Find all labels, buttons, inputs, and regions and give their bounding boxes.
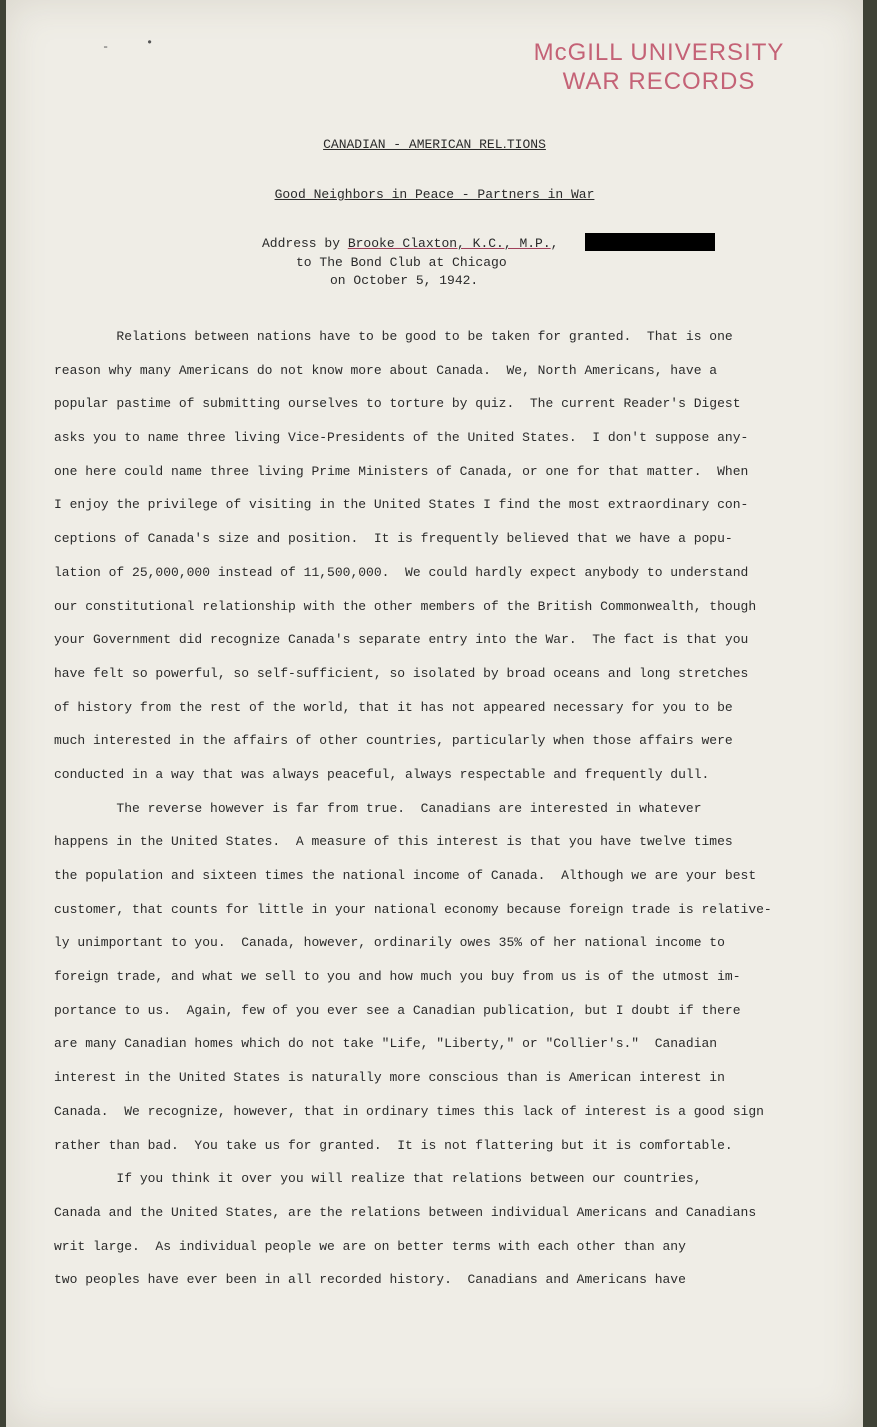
body-text xyxy=(54,320,814,1297)
text-line: foreign trade, and what we sell to you and how much you buy from us is of the utmost im- xyxy=(54,969,741,985)
stamp-line-2: WAR RECORDS xyxy=(562,68,756,95)
text-line: have felt so powerful, so self-sufficient, so isolated by broad oceans and long stretches xyxy=(54,665,749,681)
text-line: asks you to name three living Vice-Presidents of the United States. I don't suppose any- xyxy=(54,430,749,446)
text-line: conducted in a way that was always peaceful, always respectable and frequently dull. xyxy=(54,766,710,782)
stamp-line-1: McGILL UNIVERSITY xyxy=(533,39,785,66)
text-line: The reverse however is far from true. Canadians are interested in whatever xyxy=(54,800,702,816)
text-line: of history from the rest of the world, that it has not appeared necessary for you to be xyxy=(54,699,733,715)
address-suffix: , xyxy=(550,236,559,251)
text-line: are many Canadian homes which do not take "Life, "Liberty," or "Collier's." Canadian xyxy=(54,1036,718,1052)
text-line: writ large. As individual people we are on better terms with each other than any xyxy=(54,1238,686,1254)
text-line: interest in the United States is naturally more conscious than is American interest in xyxy=(54,1070,725,1086)
text-line: Relations between nations have to be good to be taken for granted. That is one xyxy=(54,329,733,344)
text-line: ly unimportant to you. Canada, however, ordinarily owes 35% of her national income to xyxy=(54,935,725,951)
text-line: two peoples have ever been in all recorded history. Canadians and Americans have xyxy=(54,1272,686,1288)
text-line: much interested in the affairs of other countries, particularly when those affairs were xyxy=(54,733,733,749)
text-line: I enjoy the privilege of visiting in the United States I find the most extraordinary con- xyxy=(54,497,749,513)
ink-mark: - xyxy=(102,40,110,54)
archive-stamp xyxy=(524,38,794,96)
document-subtitle: Good Neighbors in Peace - Partners in War xyxy=(274,187,595,202)
address-line-2: to The Bond Club at Chicago xyxy=(296,255,507,270)
text-line: portance to us. Again, few of you ever see a Canadian publication, but I doubt if there xyxy=(54,1002,741,1018)
address-line-1 xyxy=(262,234,558,253)
text-line: your Government did recognize Canada's separate entry into the War. The fact is that you xyxy=(54,632,749,648)
speaker-name: Brooke Claxton, K.C., M.P. xyxy=(347,236,551,251)
text-line: the population and sixteen times the national income of Canada. Although we are your best xyxy=(54,868,757,883)
text-line: one here could name three living Prime Ministers of Canada, or one for that matter. When xyxy=(54,463,749,479)
text-line: If you think it over you will realize that relations between our countries, xyxy=(54,1171,702,1187)
address-line-3: on October 5, 1942. xyxy=(330,273,479,288)
document-page xyxy=(6,0,863,1427)
ink-mark: • xyxy=(146,36,154,50)
text-line: rather than bad. You take us for granted. It is not flattering but it is comfortable. xyxy=(54,1137,733,1153)
text-line: happens in the United States. A measure of this interest is that you have twelve times xyxy=(54,834,733,850)
text-line: our constitutional relationship with the other members of the British Commonwealth, though xyxy=(54,598,757,614)
text-line: customer, that counts for little in your national economy because foreign trade is relative- xyxy=(54,901,772,917)
text-line: Canada and the United States, are the relations between individual Americans and Canadians xyxy=(54,1204,757,1220)
text-line: reason why many Americans do not know more about Canada. We, North Americans, have a xyxy=(54,362,718,378)
text-line: lation of 25,000,000 instead of 11,500,000. We could hardly expect anybody to understand xyxy=(54,564,749,580)
redaction-bar xyxy=(585,233,715,251)
text-line: popular pastime of submitting ourselves to torture by quiz. The current Reader's Digest xyxy=(54,396,741,412)
address-prefix: Address by xyxy=(262,236,348,251)
text-line: ceptions of Canada's size and position. It is frequently believed that we have a popu- xyxy=(54,531,733,547)
text-line: Canada. We recognize, however, that in ordinary times this lack of interest is a good sign xyxy=(54,1103,764,1119)
document-title: CANADIAN - AMERICAN REL․TIONS xyxy=(323,137,546,152)
